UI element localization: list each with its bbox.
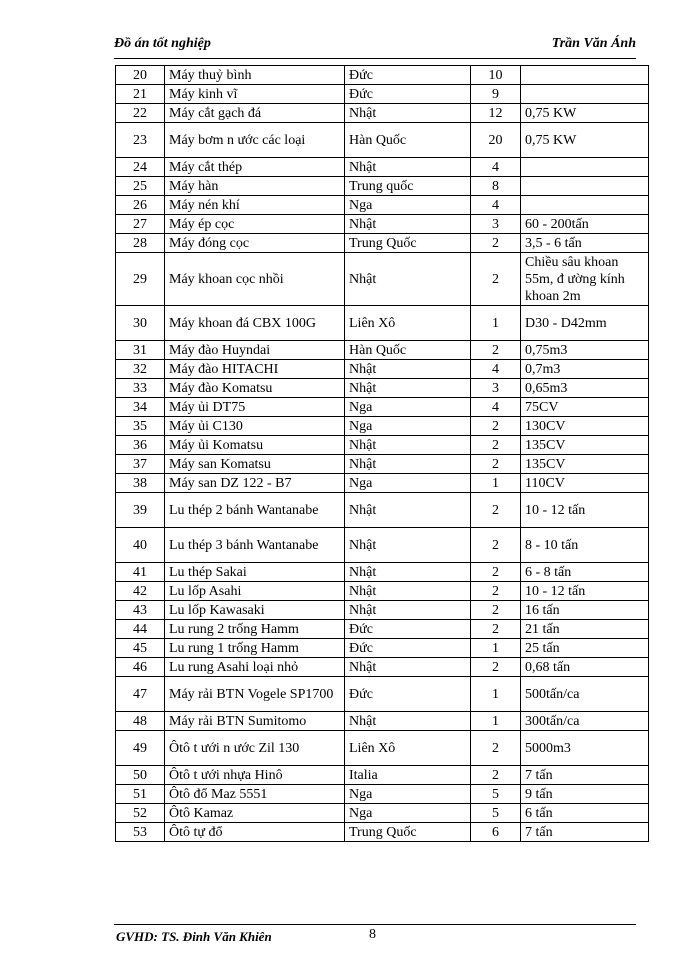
- equipment-quantity: 1: [471, 474, 521, 493]
- equipment-origin: Nhật: [345, 712, 471, 731]
- equipment-origin: Đức: [345, 677, 471, 712]
- table-row: [116, 253, 649, 306]
- row-number: 41: [116, 563, 165, 582]
- equipment-name: Máy cắt thép: [165, 158, 345, 177]
- row-number: 21: [116, 85, 165, 104]
- equipment-spec: 0,7m3: [521, 360, 649, 379]
- equipment-name: Ôtô đổ Maz 5551: [165, 785, 345, 804]
- equipment-quantity: 2: [471, 563, 521, 582]
- equipment-spec: D30 - D42mm: [521, 306, 649, 341]
- equipment-name: Ôtô Kamaz: [165, 804, 345, 823]
- equipment-name: Lu rung Asahi loại nhỏ: [165, 658, 345, 677]
- row-number: 29: [116, 253, 165, 306]
- equipment-origin: Nga: [345, 785, 471, 804]
- row-number: 27: [116, 215, 165, 234]
- table-row: [116, 493, 649, 528]
- row-number: 47: [116, 677, 165, 712]
- equipment-origin: Nga: [345, 196, 471, 215]
- equipment-origin: Đức: [345, 66, 471, 85]
- table-row: [116, 417, 649, 436]
- table-row: [116, 66, 649, 85]
- equipment-spec: 10 - 12 tấn: [521, 493, 649, 528]
- row-number: 28: [116, 234, 165, 253]
- equipment-name: Lu rung 2 trống Hamm: [165, 620, 345, 639]
- equipment-spec: 10 - 12 tấn: [521, 582, 649, 601]
- equipment-spec: 0,75 KW: [521, 123, 649, 158]
- row-number: 48: [116, 712, 165, 731]
- table-row: [116, 379, 649, 398]
- equipment-spec: 21 tấn: [521, 620, 649, 639]
- row-number: 38: [116, 474, 165, 493]
- equipment-quantity: 2: [471, 582, 521, 601]
- equipment-spec: [521, 66, 649, 85]
- row-number: 39: [116, 493, 165, 528]
- equipment-origin: Đức: [345, 639, 471, 658]
- equipment-quantity: 6: [471, 823, 521, 842]
- equipment-spec: 110CV: [521, 474, 649, 493]
- equipment-origin: Nhật: [345, 253, 471, 306]
- equipment-spec: 0,68 tấn: [521, 658, 649, 677]
- equipment-table: [115, 65, 649, 842]
- equipment-origin: Nga: [345, 417, 471, 436]
- equipment-quantity: 10: [471, 66, 521, 85]
- equipment-quantity: 4: [471, 196, 521, 215]
- row-number: 34: [116, 398, 165, 417]
- equipment-quantity: 2: [471, 455, 521, 474]
- equipment-origin: Nga: [345, 474, 471, 493]
- table-row: [116, 341, 649, 360]
- table-row: [116, 436, 649, 455]
- equipment-quantity: 2: [471, 417, 521, 436]
- table-row: [116, 177, 649, 196]
- table-row: [116, 620, 649, 639]
- equipment-name: Máy ủi DT75: [165, 398, 345, 417]
- equipment-name: Máy đào Huyndai: [165, 341, 345, 360]
- equipment-spec: 0,65m3: [521, 379, 649, 398]
- equipment-origin: Trung quốc: [345, 177, 471, 196]
- table-row: [116, 234, 649, 253]
- header-author: Trần Văn Ánh: [551, 36, 636, 51]
- equipment-quantity: 1: [471, 639, 521, 658]
- equipment-spec: 7 tấn: [521, 766, 649, 785]
- page-number: 8: [369, 927, 376, 942]
- equipment-spec: 0,75m3: [521, 341, 649, 360]
- equipment-name: Máy khoan đá CBX 100G: [165, 306, 345, 341]
- row-number: 24: [116, 158, 165, 177]
- row-number: 32: [116, 360, 165, 379]
- row-number: 45: [116, 639, 165, 658]
- table-row: [116, 731, 649, 766]
- row-number: 49: [116, 731, 165, 766]
- equipment-quantity: 2: [471, 493, 521, 528]
- row-number: 23: [116, 123, 165, 158]
- equipment-origin: Liên Xô: [345, 306, 471, 341]
- equipment-quantity: 3: [471, 215, 521, 234]
- row-number: 36: [116, 436, 165, 455]
- row-number: 51: [116, 785, 165, 804]
- table-row: [116, 123, 649, 158]
- equipment-quantity: 2: [471, 436, 521, 455]
- table-row: [116, 601, 649, 620]
- equipment-quantity: 3: [471, 379, 521, 398]
- equipment-name: Máy đào Komatsu: [165, 379, 345, 398]
- page-footer: [114, 924, 636, 949]
- equipment-spec: Chiều sâu khoan 55m, đ ường kính khoan 2m: [521, 253, 649, 306]
- table-row: [116, 639, 649, 658]
- table-row: [116, 658, 649, 677]
- row-number: 25: [116, 177, 165, 196]
- table-row: [116, 677, 649, 712]
- table-row: [116, 804, 649, 823]
- equipment-name: Máy rải BTN Sumitomo: [165, 712, 345, 731]
- table-row: [116, 104, 649, 123]
- row-number: 52: [116, 804, 165, 823]
- row-number: 53: [116, 823, 165, 842]
- header-title: Đồ án tốt nghiệp: [114, 36, 211, 51]
- equipment-origin: Hàn Quốc: [345, 341, 471, 360]
- equipment-quantity: 2: [471, 731, 521, 766]
- equipment-quantity: 9: [471, 85, 521, 104]
- equipment-spec: 6 tấn: [521, 804, 649, 823]
- equipment-origin: Nhật: [345, 158, 471, 177]
- equipment-name: Máy kinh vĩ: [165, 85, 345, 104]
- table-row: [116, 360, 649, 379]
- equipment-name: Lu lốp Kawasaki: [165, 601, 345, 620]
- table-row: [116, 766, 649, 785]
- equipment-name: Lu thép Sakai: [165, 563, 345, 582]
- table-row: [116, 474, 649, 493]
- equipment-name: Máy ủi C130: [165, 417, 345, 436]
- equipment-quantity: 2: [471, 234, 521, 253]
- equipment-quantity: 1: [471, 677, 521, 712]
- equipment-name: Máy san DZ 122 - B7: [165, 474, 345, 493]
- table-row: [116, 582, 649, 601]
- row-number: 26: [116, 196, 165, 215]
- equipment-name: Máy ủi Komatsu: [165, 436, 345, 455]
- equipment-origin: Nhật: [345, 658, 471, 677]
- equipment-table-body: [116, 66, 649, 842]
- equipment-name: Máy san Komatsu: [165, 455, 345, 474]
- equipment-origin: Nga: [345, 398, 471, 417]
- table-row: [116, 563, 649, 582]
- equipment-quantity: 2: [471, 253, 521, 306]
- equipment-name: Máy cắt gạch đá: [165, 104, 345, 123]
- equipment-origin: Nhật: [345, 215, 471, 234]
- equipment-spec: [521, 85, 649, 104]
- equipment-spec: 3,5 - 6 tấn: [521, 234, 649, 253]
- equipment-spec: 135CV: [521, 455, 649, 474]
- equipment-name: Lu lốp Asahi: [165, 582, 345, 601]
- equipment-spec: 7 tấn: [521, 823, 649, 842]
- equipment-quantity: 4: [471, 360, 521, 379]
- equipment-name: Máy ép cọc: [165, 215, 345, 234]
- row-number: 22: [116, 104, 165, 123]
- equipment-origin: Nga: [345, 804, 471, 823]
- row-number: 33: [116, 379, 165, 398]
- row-number: 37: [116, 455, 165, 474]
- equipment-origin: Nhật: [345, 601, 471, 620]
- equipment-quantity: 2: [471, 341, 521, 360]
- row-number: 46: [116, 658, 165, 677]
- equipment-quantity: 4: [471, 398, 521, 417]
- equipment-name: Máy hàn: [165, 177, 345, 196]
- equipment-origin: Nhật: [345, 455, 471, 474]
- equipment-origin: Nhật: [345, 104, 471, 123]
- equipment-spec: 130CV: [521, 417, 649, 436]
- table-row: [116, 85, 649, 104]
- equipment-quantity: 5: [471, 804, 521, 823]
- equipment-name: Ôtô t ưới n ước Zil 130: [165, 731, 345, 766]
- equipment-origin: Đức: [345, 620, 471, 639]
- equipment-name: Lu rung 1 trống Hamm: [165, 639, 345, 658]
- equipment-spec: 25 tấn: [521, 639, 649, 658]
- row-number: 43: [116, 601, 165, 620]
- table-row: [116, 196, 649, 215]
- equipment-name: Lu thép 3 bánh Wantanabe: [165, 528, 345, 563]
- table-row: [116, 785, 649, 804]
- equipment-spec: 6 - 8 tấn: [521, 563, 649, 582]
- equipment-origin: Nhật: [345, 493, 471, 528]
- equipment-name: Máy khoan cọc nhồi: [165, 253, 345, 306]
- equipment-spec: 9 tấn: [521, 785, 649, 804]
- table-row: [116, 215, 649, 234]
- row-number: 50: [116, 766, 165, 785]
- table-row: [116, 528, 649, 563]
- footer-supervisor: GVHD: TS. Đinh Văn Khiên: [116, 929, 272, 944]
- table-row: [116, 398, 649, 417]
- equipment-origin: Nhật: [345, 379, 471, 398]
- equipment-quantity: 2: [471, 658, 521, 677]
- equipment-spec: [521, 158, 649, 177]
- equipment-name: Ôtô tự đổ: [165, 823, 345, 842]
- table-row: [116, 158, 649, 177]
- equipment-origin: Trung Quốc: [345, 234, 471, 253]
- equipment-origin: Nhật: [345, 360, 471, 379]
- equipment-spec: 135CV: [521, 436, 649, 455]
- table-row: [116, 823, 649, 842]
- equipment-name: Máy thuỷ bình: [165, 66, 345, 85]
- row-number: 35: [116, 417, 165, 436]
- equipment-quantity: 8: [471, 177, 521, 196]
- equipment-origin: Nhật: [345, 563, 471, 582]
- row-number: 44: [116, 620, 165, 639]
- equipment-name: Máy rải BTN Vogele SP1700: [165, 677, 345, 712]
- equipment-spec: 5000m3: [521, 731, 649, 766]
- equipment-origin: Nhật: [345, 436, 471, 455]
- equipment-spec: [521, 196, 649, 215]
- row-number: 30: [116, 306, 165, 341]
- equipment-quantity: 20: [471, 123, 521, 158]
- equipment-origin: Nhật: [345, 528, 471, 563]
- equipment-origin: Italia: [345, 766, 471, 785]
- equipment-spec: 60 - 200tấn: [521, 215, 649, 234]
- equipment-spec: 16 tấn: [521, 601, 649, 620]
- equipment-origin: Nhật: [345, 582, 471, 601]
- equipment-quantity: 4: [471, 158, 521, 177]
- equipment-name: Ôtô t ưới nhựa Hinô: [165, 766, 345, 785]
- equipment-spec: 300tấn/ca: [521, 712, 649, 731]
- equipment-quantity: 1: [471, 306, 521, 341]
- equipment-origin: Đức: [345, 85, 471, 104]
- equipment-origin: Trung Quốc: [345, 823, 471, 842]
- equipment-quantity: 2: [471, 620, 521, 639]
- equipment-quantity: 2: [471, 766, 521, 785]
- equipment-quantity: 5: [471, 785, 521, 804]
- row-number: 42: [116, 582, 165, 601]
- equipment-quantity: 1: [471, 712, 521, 731]
- equipment-origin: Liên Xô: [345, 731, 471, 766]
- row-number: 20: [116, 66, 165, 85]
- equipment-name: Máy nén khí: [165, 196, 345, 215]
- equipment-spec: 500tấn/ca: [521, 677, 649, 712]
- equipment-origin: Hàn Quốc: [345, 123, 471, 158]
- equipment-spec: 8 - 10 tấn: [521, 528, 649, 563]
- equipment-spec: 75CV: [521, 398, 649, 417]
- page-header: [114, 30, 636, 59]
- equipment-name: Máy đóng cọc: [165, 234, 345, 253]
- equipment-name: Lu thép 2 bánh Wantanabe: [165, 493, 345, 528]
- table-row: [116, 306, 649, 341]
- table-row: [116, 455, 649, 474]
- row-number: 31: [116, 341, 165, 360]
- equipment-quantity: 2: [471, 601, 521, 620]
- equipment-quantity: 12: [471, 104, 521, 123]
- equipment-spec: 0,75 KW: [521, 104, 649, 123]
- equipment-name: Máy đào HITACHI: [165, 360, 345, 379]
- table-row: [116, 712, 649, 731]
- row-number: 40: [116, 528, 165, 563]
- equipment-name: Máy bơm n ước các loại: [165, 123, 345, 158]
- equipment-spec: [521, 177, 649, 196]
- equipment-quantity: 2: [471, 528, 521, 563]
